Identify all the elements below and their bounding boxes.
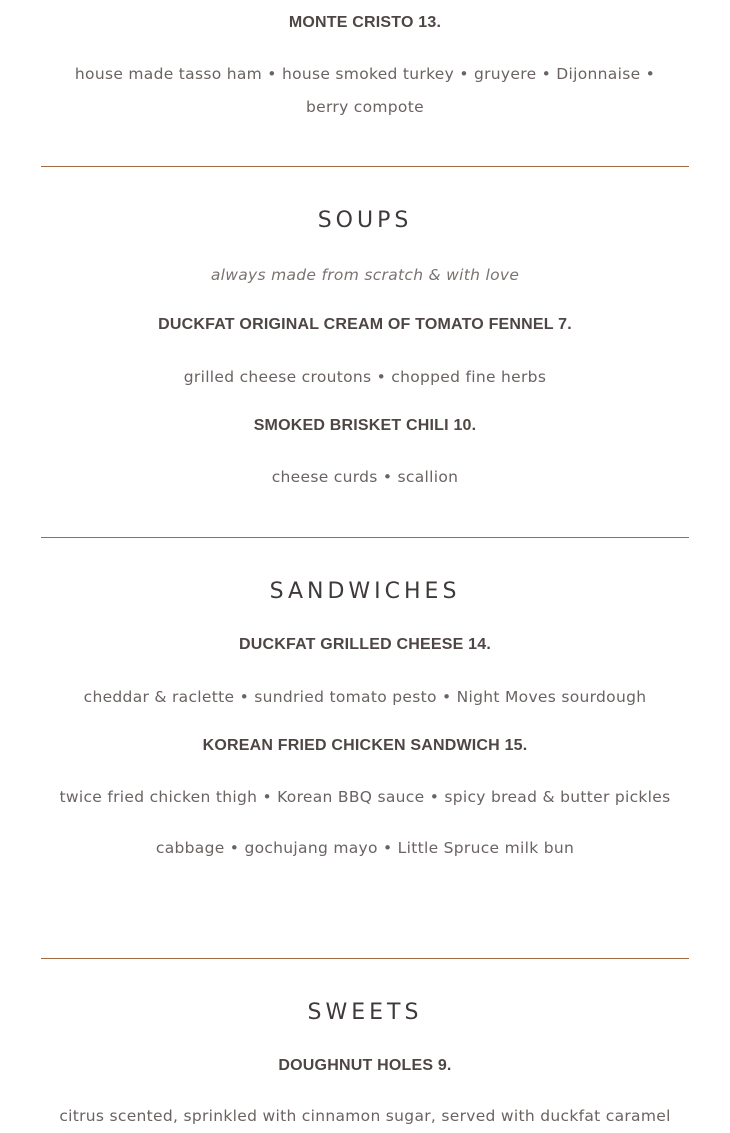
section-divider <box>41 166 689 167</box>
section-heading-soups: SOUPS <box>317 208 413 233</box>
section-tagline-soups: always made from scratch & with love <box>210 266 520 284</box>
section-heading-sweets: SWEETS <box>307 1000 423 1025</box>
item-name-monte-cristo: MONTE CRISTO 13. <box>288 14 442 31</box>
item-name-tomato-fennel: DUCKFAT ORIGINAL CREAM OF TOMATO FENNEL 7. <box>158 316 572 333</box>
item-desc-korean-fried-chicken: twice fried chicken thigh • Korean BBQ sauce • spicy bread & butter pickles <box>59 788 671 806</box>
item-desc-grilled-cheese: cheddar & raclette • sundried tomato pesto • Night Moves sourdough <box>83 688 647 706</box>
section-divider <box>41 537 689 538</box>
item-name-grilled-cheese: DUCKFAT GRILLED CHEESE 14. <box>238 636 492 653</box>
section-divider <box>41 958 689 959</box>
item-desc-doughnut-holes: citrus scented, sprinkled with cinnamon sugar, served with duckfat caramel <box>59 1107 671 1125</box>
item-desc-korean-fried-chicken-cont: cabbage • gochujang mayo • Little Spruce milk bun <box>155 839 575 857</box>
item-name-korean-fried-chicken: KOREAN FRIED CHICKEN SANDWICH 15. <box>202 737 528 754</box>
item-desc-monte-cristo: house made tasso ham • house smoked turkey • gruyere • Dijonnaise • berry compote <box>74 65 656 116</box>
item-desc-brisket-chili: cheese curds • scallion <box>271 468 459 486</box>
item-name-doughnut-holes: DOUGHNUT HOLES 9. <box>278 1057 452 1074</box>
item-name-brisket-chili: SMOKED BRISKET CHILI 10. <box>253 417 477 434</box>
section-heading-sandwiches: SANDWICHES <box>269 579 461 604</box>
item-desc-tomato-fennel: grilled cheese croutons • chopped fine herbs <box>183 368 547 386</box>
